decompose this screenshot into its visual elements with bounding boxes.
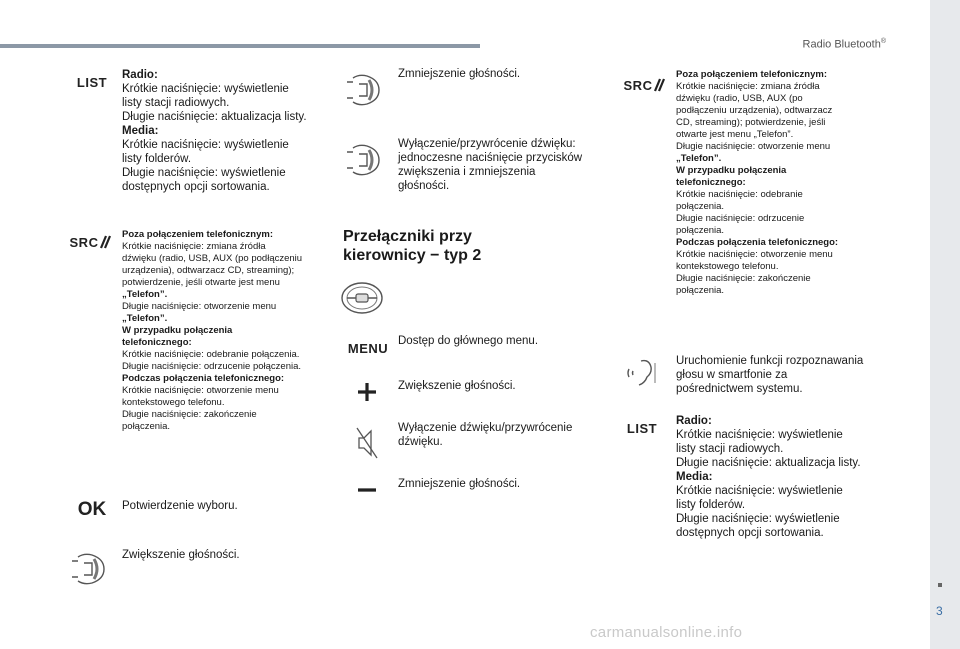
media-heading: Media: — [676, 471, 713, 483]
text-line: dźwięku. — [398, 436, 443, 448]
mute2-description — [398, 421, 603, 449]
registered-mark: ® — [880, 38, 886, 45]
mute-speaker-icon — [352, 424, 382, 462]
text-line: kontekstowego telefonu. — [676, 261, 779, 272]
subheading: Podczas połączenia telefonicznego: — [122, 373, 285, 384]
text-line: dźwięku (radio, USB, AUX (po podłączeniu — [122, 253, 303, 264]
text-line: Długie naciśnięcie: zakończenie — [676, 273, 811, 284]
header-rule — [0, 44, 480, 48]
volume-up-description: Zwiększenie głośności. — [122, 549, 240, 561]
subheading: Poza połączeniem telefonicznym: — [122, 229, 273, 240]
text-line: listy stacji radiowych. — [122, 97, 230, 109]
text-line: otwarte jest menu „Telefon”. — [676, 129, 794, 140]
text-line: „Telefon”. — [676, 153, 722, 164]
text-line: podłączeniu urządzenia), odtwarzacz — [676, 105, 833, 116]
text-line: Krótkie naciśnięcie: wyświetlenie — [676, 485, 843, 497]
volume-thumbwheel-mute-icon — [345, 142, 389, 178]
subheading: Podczas połączenia telefonicznego: — [676, 237, 839, 248]
radio-heading: Radio: — [122, 69, 158, 81]
header-title: Radio Bluetooth — [802, 38, 881, 51]
text-line: Długie naciśnięcie: aktualizacja listy. — [122, 111, 307, 123]
section-marker — [938, 583, 942, 587]
src-description — [122, 229, 327, 433]
text-line: Krótkie naciśnięcie: wyświetlenie — [122, 139, 289, 151]
src-label: SRC — [69, 234, 99, 250]
text-line: Krótkie naciśnięcie: odebranie połączenia. — [122, 349, 300, 360]
text-line: Długie naciśnięcie: otworzenie menu — [676, 141, 831, 152]
media-heading: Media: — [122, 125, 159, 137]
text-line: listy folderów. — [676, 499, 746, 511]
menu-button-icon: MENU — [347, 340, 389, 356]
text-line: Długie naciśnięcie: otworzenie menu — [122, 301, 277, 312]
text-line: połączenia. — [676, 225, 725, 236]
text-line: Krótkie naciśnięcie: wyświetlenie — [676, 429, 843, 441]
radio-heading: Radio: — [676, 415, 712, 427]
list-description — [122, 68, 327, 194]
page-header — [803, 38, 886, 51]
src-label: SRC — [623, 77, 653, 93]
list-button-icon-2: LIST — [626, 420, 658, 436]
src-description-2 — [676, 69, 876, 297]
text-line: połączenia. — [676, 201, 725, 212]
text-line: Krótkie naciśnięcie: zmiana źródła — [676, 81, 820, 92]
text-line: Wyłączenie dźwięku/przywrócenie — [398, 422, 573, 434]
text-line: Długie naciśnięcie: odrzucenie połączenia. — [122, 361, 302, 372]
text-line: Krótkie naciśnięcie: otworzenie menu — [676, 249, 833, 260]
text-line: Uruchomienie funkcji rozpoznawania — [676, 355, 864, 367]
text-line: CD, streaming); potwierdzenie, jeśli — [676, 117, 826, 128]
text-line: Krótkie naciśnięcie: odebranie — [676, 189, 803, 200]
minus-icon — [355, 482, 379, 498]
watermark: carmanualsonline.info — [590, 624, 743, 641]
text-line: dostępnych opcji sortowania. — [122, 181, 270, 193]
steering-wheel-icon — [340, 280, 384, 316]
text-line: Długie naciśnięcie: odrzucenie — [676, 213, 805, 224]
ok-description: Potwierdzenie wyboru. — [122, 500, 238, 512]
src-phone-icon-2 — [620, 75, 670, 95]
src-phone-icon — [66, 232, 116, 252]
phone-slash-icon — [98, 234, 112, 250]
text-line: Długie naciśnięcie: zakończenie — [122, 409, 257, 420]
volume-thumbwheel-down-icon — [345, 72, 389, 108]
title-line: kierownicy − typ 2 — [343, 247, 482, 264]
text-line: „Telefon”. — [122, 313, 168, 324]
plus-icon — [355, 380, 379, 404]
list-description-2 — [676, 414, 881, 540]
text-line: dźwięku (radio, USB, AUX (po — [676, 93, 803, 104]
voice-recognition-icon — [624, 356, 660, 390]
text-line: Długie naciśnięcie: aktualizacja listy. — [676, 457, 861, 469]
text-line: listy stacji radiowych. — [676, 443, 784, 455]
subheading: W przypadku połączenia — [122, 325, 233, 336]
text-line: połączenia. — [676, 285, 725, 296]
subheading: telefonicznego: — [122, 337, 192, 348]
menu-description: Dostęp do głównego menu. — [398, 335, 539, 347]
mute-description — [398, 137, 603, 193]
subheading: W przypadku połączenia — [676, 165, 787, 176]
text-line: Krótkie naciśnięcie: wyświetlenie — [122, 83, 289, 95]
plus-description: Zwiększenie głośności. — [398, 380, 516, 392]
text-line: kontekstowego telefonu. — [122, 397, 225, 408]
volume-thumbwheel-up-icon — [70, 551, 114, 587]
voice-description — [676, 354, 881, 396]
text-line: Krótkie naciśnięcie: otworzenie menu — [122, 385, 279, 396]
text-line: dostępnych opcji sortowania. — [676, 527, 824, 539]
list-button-icon: LIST — [76, 74, 108, 90]
volume-down-description: Zmniejszenie głośności. — [398, 68, 521, 80]
subheading: Poza połączeniem telefonicznym: — [676, 69, 827, 80]
text-line: Wyłączenie/przywrócenie dźwięku: — [398, 138, 576, 150]
text-line: „Telefon”. — [122, 289, 168, 300]
text-line: połączenia. — [122, 421, 171, 432]
subheading: telefonicznego: — [676, 177, 746, 188]
text-line: Długie naciśnięcie: wyświetlenie — [676, 513, 840, 525]
text-line: głosu w smartfonie za — [676, 369, 788, 381]
text-line: jednoczesne naciśnięcie przycisków — [398, 152, 583, 164]
text-line: Długie naciśnięcie: wyświetlenie — [122, 167, 286, 179]
text-line: potwierdzenie, jeśli otwarte jest menu — [122, 277, 280, 288]
side-tab — [930, 0, 960, 649]
title-line: Przełączniki przy — [343, 228, 472, 245]
section-title — [343, 227, 573, 265]
page-number: 3 — [936, 604, 943, 618]
ok-button-icon: OK — [77, 499, 107, 520]
text-line: zwiększenia i zmniejszenia — [398, 166, 536, 178]
text-line: Krótkie naciśnięcie: zmiana źródła — [122, 241, 266, 252]
minus-description: Zmniejszenie głośności. — [398, 478, 521, 490]
text-line: pośrednictwem systemu. — [676, 383, 803, 395]
text-line: urządzenia), odtwarzacz CD, streaming); — [122, 265, 295, 276]
phone-slash-icon — [652, 77, 666, 93]
text-line: głośności. — [398, 180, 450, 192]
text-line: listy folderów. — [122, 153, 192, 165]
